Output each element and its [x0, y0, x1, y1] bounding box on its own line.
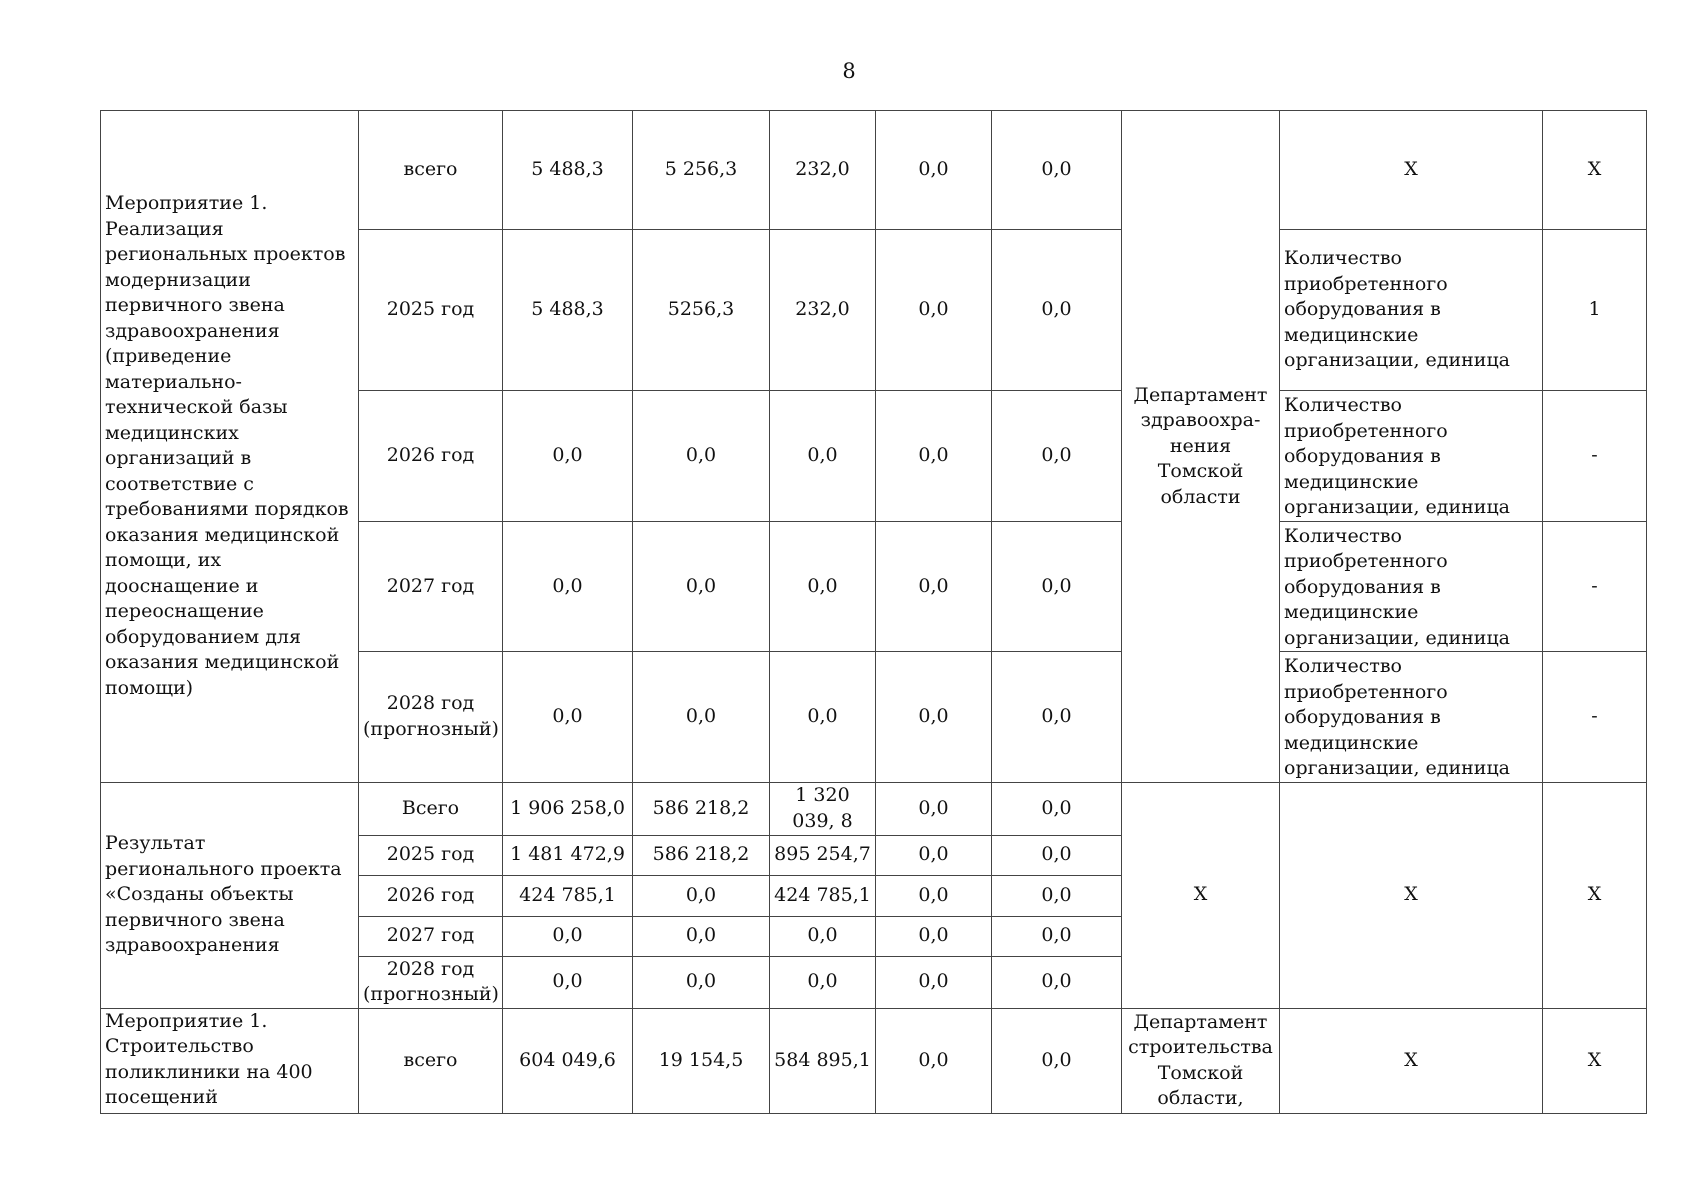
- regional-budget-cell: 0,0: [770, 521, 876, 652]
- table-row: [101, 1008, 1647, 1113]
- local-budget-cell: 0,0: [876, 521, 992, 652]
- extra-budget-cell: 0,0: [992, 916, 1122, 956]
- federal-budget-cell: 5 256,3: [633, 111, 770, 230]
- regional-budget-cell: 0,0: [770, 956, 876, 1008]
- total-cell: 1 906 258,0: [503, 782, 633, 835]
- period-cell: всего: [359, 111, 503, 230]
- indicator-value-cell: 1: [1543, 230, 1647, 391]
- period-cell: 2026 год: [359, 391, 503, 522]
- regional-budget-cell: 232,0: [770, 230, 876, 391]
- table-row: [101, 111, 1647, 230]
- indicator-value-cell: -: [1543, 652, 1647, 783]
- period-cell: 2027 год: [359, 916, 503, 956]
- period-cell: 2025 год: [359, 230, 503, 391]
- period-cell: 2027 год: [359, 521, 503, 652]
- indicator-cell: Количество приобретенного оборудования в медицинские организации, единица: [1280, 391, 1543, 522]
- total-cell: 424 785,1: [503, 875, 633, 916]
- total-cell: 0,0: [503, 391, 633, 522]
- local-budget-cell: 0,0: [876, 391, 992, 522]
- local-budget-cell: 0,0: [876, 956, 992, 1008]
- total-cell: 604 049,6: [503, 1008, 633, 1113]
- extra-budget-cell: 0,0: [992, 875, 1122, 916]
- indicator-cell: Количество приобретенного оборудования в медицинские организации, единица: [1280, 230, 1543, 391]
- federal-budget-cell: 586 218,2: [633, 835, 770, 875]
- local-budget-cell: 0,0: [876, 652, 992, 783]
- federal-budget-cell: 0,0: [633, 391, 770, 522]
- extra-budget-cell: 0,0: [992, 391, 1122, 522]
- local-budget-cell: 0,0: [876, 1008, 992, 1113]
- federal-budget-cell: 0,0: [633, 875, 770, 916]
- activity-name: Мероприятие 1. Строительство поликлиники на 400 посещений: [101, 1008, 359, 1113]
- total-cell: 5 488,3: [503, 230, 633, 391]
- federal-budget-cell: 0,0: [633, 956, 770, 1008]
- total-cell: 0,0: [503, 521, 633, 652]
- extra-budget-cell: 0,0: [992, 782, 1122, 835]
- period-cell: 2025 год: [359, 835, 503, 875]
- federal-budget-cell: 0,0: [633, 916, 770, 956]
- responsible-executor: Департамент здравоохра-нения Томской области: [1122, 111, 1280, 783]
- funding-table: [100, 110, 1647, 1114]
- responsible-executor: Департамент строительства Томской области,: [1122, 1008, 1280, 1113]
- total-cell: 0,0: [503, 652, 633, 783]
- federal-budget-cell: 0,0: [633, 521, 770, 652]
- indicator-cell: X: [1280, 1008, 1543, 1113]
- total-cell: 0,0: [503, 916, 633, 956]
- regional-budget-cell: 0,0: [770, 916, 876, 956]
- local-budget-cell: 0,0: [876, 875, 992, 916]
- regional-budget-cell: 0,0: [770, 652, 876, 783]
- extra-budget-cell: 0,0: [992, 652, 1122, 783]
- period-cell: 2026 год: [359, 875, 503, 916]
- extra-budget-cell: 0,0: [992, 1008, 1122, 1113]
- indicator-cell: X: [1280, 111, 1543, 230]
- extra-budget-cell: 0,0: [992, 835, 1122, 875]
- period-cell: 2028 год (прогнозный): [359, 652, 503, 783]
- activity-name: Мероприятие 1. Реализация региональных проектов модернизации первичного звена здравоохранения (приведение материально-технической базы медицинских организаций в соответствие с требованиями порядков оказания медицинской помощи, их дооснащение и переоснащение оборудованием для оказания медицинской помощи): [101, 111, 359, 783]
- regional-budget-cell: 584 895,1: [770, 1008, 876, 1113]
- indicator-cell: Количество приобретенного оборудования в медицинские организации, единица: [1280, 652, 1543, 783]
- regional-budget-cell: 895 254,7: [770, 835, 876, 875]
- table-row: [101, 782, 1647, 835]
- indicator-value-cell: X: [1543, 782, 1647, 1008]
- extra-budget-cell: 0,0: [992, 111, 1122, 230]
- indicator-value-cell: X: [1543, 111, 1647, 230]
- total-cell: 5 488,3: [503, 111, 633, 230]
- indicator-value-cell: -: [1543, 391, 1647, 522]
- extra-budget-cell: 0,0: [992, 230, 1122, 391]
- indicator-cell: Количество приобретенного оборудования в медицинские организации, единица: [1280, 521, 1543, 652]
- local-budget-cell: 0,0: [876, 835, 992, 875]
- period-cell: 2028 год (прогнозный): [359, 956, 503, 1008]
- period-cell: всего: [359, 1008, 503, 1113]
- federal-budget-cell: 586 218,2: [633, 782, 770, 835]
- federal-budget-cell: 5256,3: [633, 230, 770, 391]
- extra-budget-cell: 0,0: [992, 956, 1122, 1008]
- local-budget-cell: 0,0: [876, 916, 992, 956]
- extra-budget-cell: 0,0: [992, 521, 1122, 652]
- responsible-executor: X: [1122, 782, 1280, 1008]
- result-name: Результат регионального проекта «Созданы объекты первичного звена здравоохранения: [101, 782, 359, 1008]
- indicator-value-cell: X: [1543, 1008, 1647, 1113]
- total-cell: 1 481 472,9: [503, 835, 633, 875]
- regional-budget-cell: 1 320 039, 8: [770, 782, 876, 835]
- local-budget-cell: 0,0: [876, 782, 992, 835]
- period-cell: Всего: [359, 782, 503, 835]
- local-budget-cell: 0,0: [876, 230, 992, 391]
- page-number: 8: [842, 59, 856, 83]
- regional-budget-cell: 232,0: [770, 111, 876, 230]
- local-budget-cell: 0,0: [876, 111, 992, 230]
- total-cell: 0,0: [503, 956, 633, 1008]
- regional-budget-cell: 424 785,1: [770, 875, 876, 916]
- regional-budget-cell: 0,0: [770, 391, 876, 522]
- federal-budget-cell: 0,0: [633, 652, 770, 783]
- indicator-value-cell: -: [1543, 521, 1647, 652]
- federal-budget-cell: 19 154,5: [633, 1008, 770, 1113]
- indicator-cell: X: [1280, 782, 1543, 1008]
